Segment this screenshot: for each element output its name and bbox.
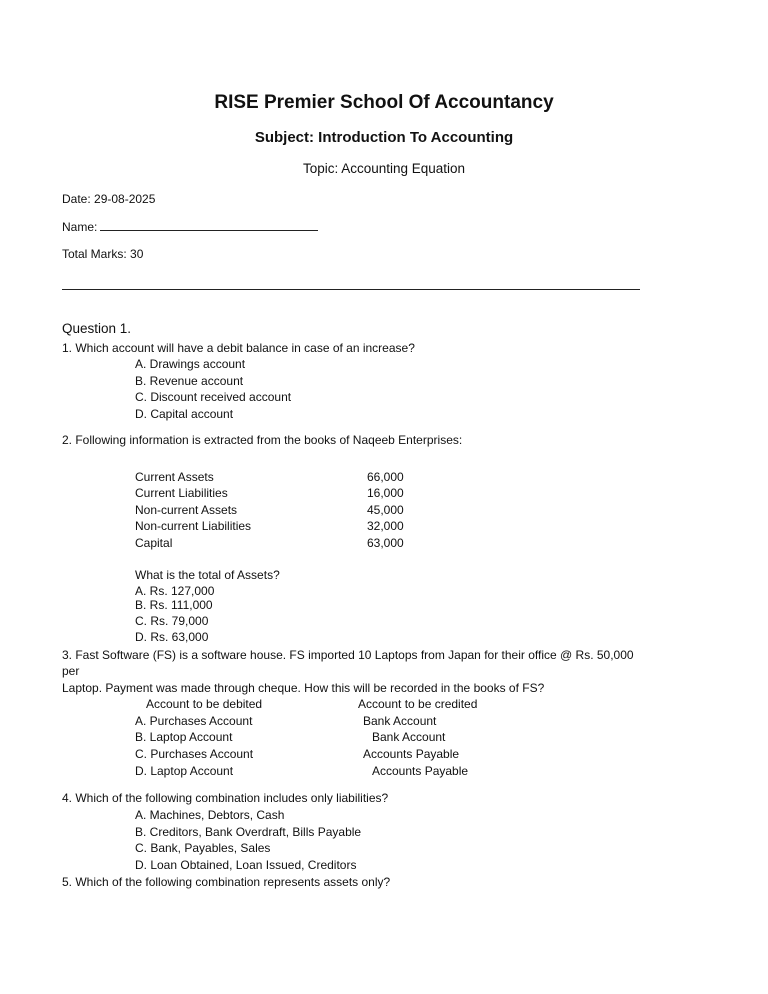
row-label: Non-current Liabilities <box>135 519 252 533</box>
question-3: 3. Fast Software (FS) is a software house. FS imported 10 Laptops from Japan for their office @ Rs. 50,000 <box>62 648 634 662</box>
option: D. Capital account <box>135 407 234 421</box>
question-1: 1. Which account will have a debit balance in case of an increase? <box>62 341 415 355</box>
question-5: 5. Which of the following combination represents assets only? <box>62 875 391 889</box>
name-blank-line[interactable] <box>100 219 318 231</box>
option: B. Rs. 111,000 <box>135 598 213 612</box>
column-header-debit: Account to be debited <box>146 697 263 711</box>
option-debit: D. Laptop Account <box>135 764 234 778</box>
name-field[interactable] <box>62 219 318 235</box>
column-header-credit: Account to be credited <box>358 697 478 711</box>
option: C. Bank, Payables, Sales <box>135 841 271 855</box>
question-4: 4. Which of the following combination includes only liabilities? <box>62 791 389 805</box>
divider <box>62 289 640 290</box>
row-label: Current Assets <box>135 470 214 484</box>
row-label: Non-current Assets <box>135 503 238 517</box>
option-debit: C. Purchases Account <box>135 747 254 761</box>
row-value: 16,000 <box>367 486 404 500</box>
option: A. Rs. 127,000 <box>135 584 215 598</box>
row-value: 66,000 <box>367 470 404 484</box>
option-credit: Bank Account <box>372 730 446 744</box>
row-label: Capital <box>135 536 173 550</box>
option: A. Drawings account <box>135 357 246 371</box>
subject-heading: Subject: Introduction To Accounting <box>254 129 514 146</box>
option: C. Rs. 79,000 <box>135 614 209 628</box>
total-marks: Total Marks: 30 <box>62 247 144 261</box>
question-3-cont: Laptop. Payment was made through cheque. How this will be recorded in the books of FS? <box>62 681 545 695</box>
row-value: 63,000 <box>367 536 404 550</box>
option: D. Loan Obtained, Loan Issued, Creditors <box>135 858 357 872</box>
section-title: Question 1. <box>62 321 132 336</box>
topic-heading: Topic: Accounting Equation <box>302 161 466 176</box>
question-2: 2. Following information is extracted from the books of Naqeeb Enterprises: <box>62 433 463 447</box>
option: B. Creditors, Bank Overdraft, Bills Payable <box>135 825 362 839</box>
row-value: 45,000 <box>367 503 404 517</box>
option-credit: Accounts Payable <box>363 747 460 761</box>
option-credit: Bank Account <box>363 714 437 728</box>
option: B. Revenue account <box>135 374 244 388</box>
row-label: Current Liabilities <box>135 486 228 500</box>
question-3-cont: per <box>62 664 80 678</box>
option: A. Machines, Debtors, Cash <box>135 808 285 822</box>
school-title: RISE Premier School Of Accountancy <box>214 92 554 113</box>
date: Date: 29-08-2025 <box>62 192 156 206</box>
name-label: Name: <box>62 220 98 234</box>
option: D. Rs. 63,000 <box>135 630 209 644</box>
option-debit: A. Purchases Account <box>135 714 253 728</box>
question-prompt: What is the total of Assets? <box>135 568 280 582</box>
row-value: 32,000 <box>367 519 404 533</box>
option-debit: B. Laptop Account <box>135 730 233 744</box>
option-credit: Accounts Payable <box>372 764 469 778</box>
option: C. Discount received account <box>135 390 292 404</box>
